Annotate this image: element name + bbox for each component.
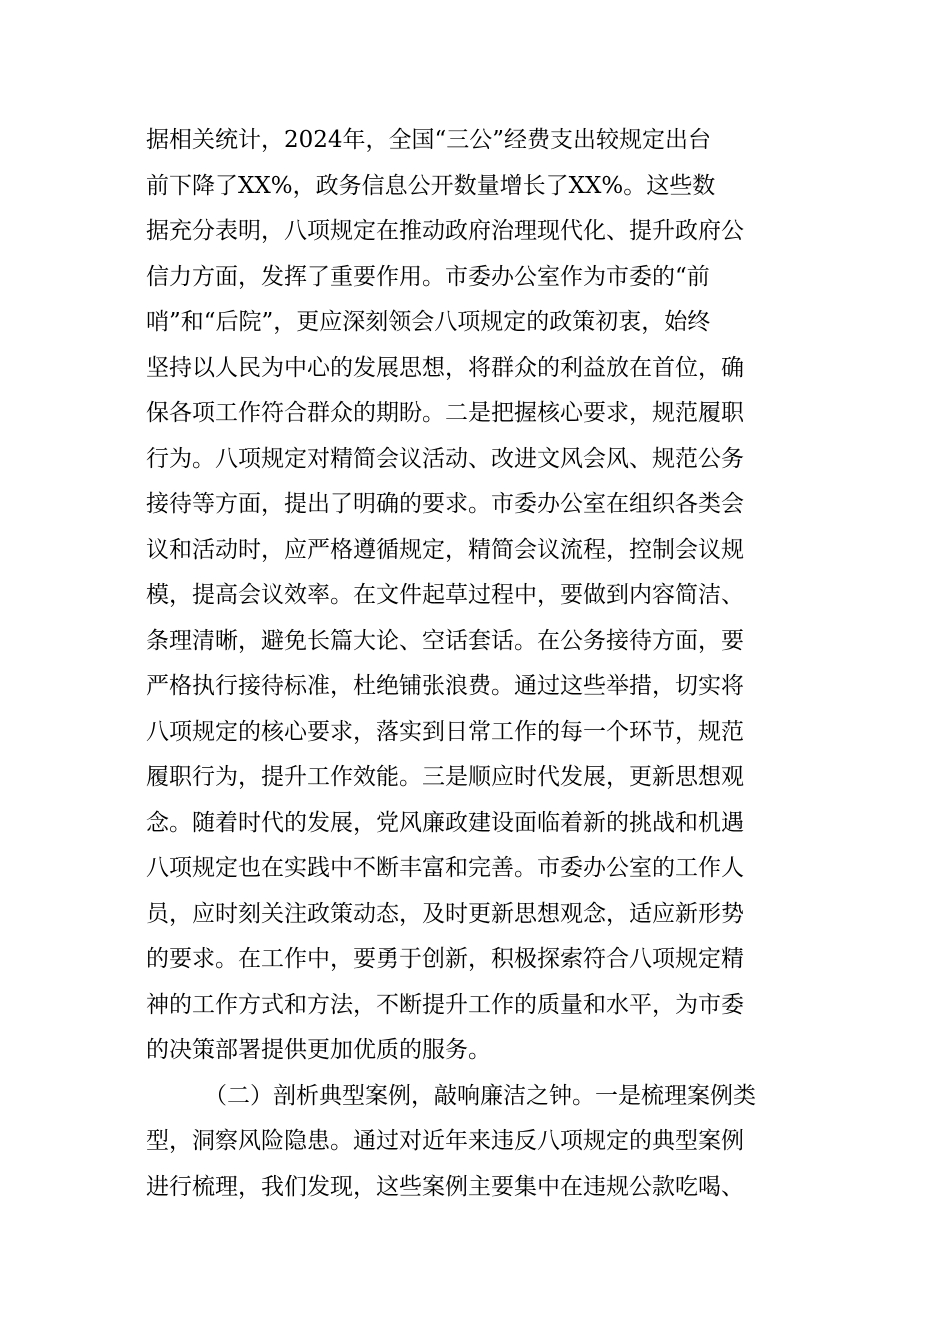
text-line: 据相关统计，2024年，全国“三公”经费支出较规定出台 [146, 127, 712, 153]
text-line: 保各项工作符合群众的期盼。二是把握核心要求，规范履职 [146, 400, 744, 426]
text-line: 接待等方面，提出了明确的要求。市委办公室在组织各类会 [146, 491, 744, 517]
text-line: 坚持以人民为中心的发展思想，将群众的利益放在首位，确 [146, 354, 744, 381]
text-line: 神的工作方式和方法，不断提升工作的质量和水平，为市委 [146, 991, 744, 1018]
text-line: 的决策部署提供更加优质的服务。 [146, 1037, 491, 1063]
text-line: 严格执行接待标准，杜绝铺张浪费。通过这些举措，切实将 [146, 673, 744, 699]
text-line: 模，提高会议效率。在文件起草过程中，要做到内容简洁、 [146, 582, 744, 608]
text-line: 信力方面，发挥了重要作用。市委办公室作为市委的“前 [146, 263, 710, 290]
text-line: 据充分表明，八项规定在推动政府治理现代化、提升政府公 [146, 218, 744, 244]
text-line: 员，应时刻关注政策动态，及时更新思想观念，适应新形势 [146, 900, 744, 927]
text-line: 履职行为，提升工作效能。三是顺应时代发展，更新思想观 [146, 764, 744, 790]
text-line: 进行梳理，我们发现，这些案例主要集中在违规公款吃喝、 [146, 1173, 744, 1200]
text-line: 前下降了XX%，政务信息公开数量增长了XX%。这些数 [146, 172, 716, 199]
text-line: 行为。八项规定对精简会议活动、改进文风会风、规范公务 [146, 445, 744, 472]
text-line: 哨”和“后院”，更应深刻领会八项规定的政策初衷，始终 [146, 309, 711, 335]
text-line: 的要求。在工作中，要勇于创新，积极探索符合八项规定精 [146, 946, 744, 972]
text-line: 念。随着时代的发展，党风廉政建设面临着新的挑战和机遇 [146, 809, 744, 836]
text-line: 议和活动时，应严格遵循规定，精简会议流程，控制会议规 [146, 536, 744, 563]
text-line: 八项规定也在实践中不断丰富和完善。市委办公室的工作人 [146, 855, 744, 881]
text-line: 型，洞察风险隐患。通过对近年来违反八项规定的典型案例 [146, 1128, 744, 1154]
body-text [146, 118, 816, 1210]
section-heading-line: （二）剖析典型案例，敲响廉洁之钟。一是梳理案例类 [204, 1082, 756, 1109]
text-line: 条理清晰，避免长篇大论、空话套话。在公务接待方面，要 [146, 627, 744, 654]
text-line: 八项规定的核心要求，落实到日常工作的每一个环节，规范 [146, 718, 744, 745]
